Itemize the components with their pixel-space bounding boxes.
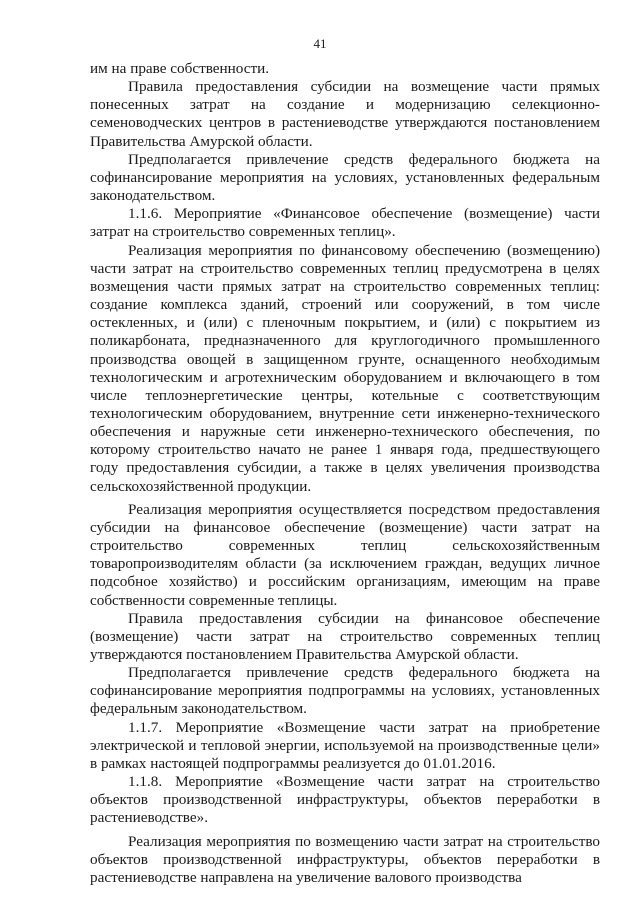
paragraph-greenhouse-rules: Правила предоставления субсидии на финансовое обеспечение (возмещение) части затрат на строительство современных теплиц утверждаются постановлением Правительства Амурской области. <box>90 609 600 663</box>
paragraph-infrastructure-implementation: Реализация мероприятия по возмещению части затрат на строительство объектов производственной инфраструктуры, объектов переработки в растениеводстве направлена на увеличение валового производства <box>90 832 600 886</box>
paragraph-federal-cofinancing: Предполагается привлечение средств федерального бюджета на софинансирование мероприятия на условиях, установленных федеральным законодательством. <box>90 150 600 205</box>
paragraph-measure-1-1-8: 1.1.8. Мероприятие «Возмещение части затрат на строительство объектов производственной инфраструктуры, объектов переработки в растениеводстве». <box>90 773 600 827</box>
paragraph-greenhouse-subsidy: Реализация мероприятия осуществляется посредством предоставления субсидии на финансовое обеспечение (возмещение) части затрат на строительство современных теплиц сельскохозяйственным товаропроизводителям области (за исключением граждан, ведущих личное подсобное хозяйство) и российским организациям, имеющим на праве собственности современные теплицы. <box>90 500 600 609</box>
paragraph-subsidy-rules-breeding-centers: Правила предоставления субсидии на возмещение части прямых понесенных затрат на создание и модернизацию селекционно-семеноводческих центров в растениеводстве утверждаются постановлением Правительства Амурской области. <box>90 78 600 150</box>
paragraph-federal-cofinancing-subprogram: Предполагается привлечение средств федерального бюджета на софинансирование мероприятия подпрограммы на условиях, установленных федеральным законодательством. <box>90 664 600 718</box>
document-body <box>90 60 600 887</box>
paragraph-continuation: им на праве собственности. <box>90 60 270 77</box>
paragraph-greenhouse-implementation: Реализация мероприятия по финансовому обеспечению (возмещению) части затрат на строительство современных теплиц предусмотрена в целях возмещения части прямых затрат на строительство современных теплиц: создание комплекса зданий, строений или сооружений, в том числе остекленных, и (или) с пленочным покрытием, и (или) с покрытием из поликарбоната, предназначенного для круглогодичного промышленного производства овощей в защищенном грунте, оснащенного необходимым технологическим и агротехническим оборудованием и включающего в том числе теплоэнергетические центры, котельные с соответствующим технологическим оборудованием, внутренние сети инженерно-технического обеспечения и наружные сети инженерно-технического обеспечения, по которому строительство начато не ранее 1 января года, предшествующего году предоставления субсидии, а также в целях увеличения производства сельскохозяйственной продукции. <box>90 241 600 495</box>
paragraph-measure-1-1-7: 1.1.7. Мероприятие «Возмещение части затрат на приобретение электрической и тепловой энергии, используемой на производственные цели» в рамках настоящей подпрограммы реализуется до 01.01.2016. <box>90 718 600 772</box>
page-number: 41 <box>313 36 327 51</box>
paragraph-measure-1-1-6: 1.1.6. Мероприятие «Финансовое обеспечение (возмещение) части затрат на строительство современных теплиц». <box>90 205 600 241</box>
